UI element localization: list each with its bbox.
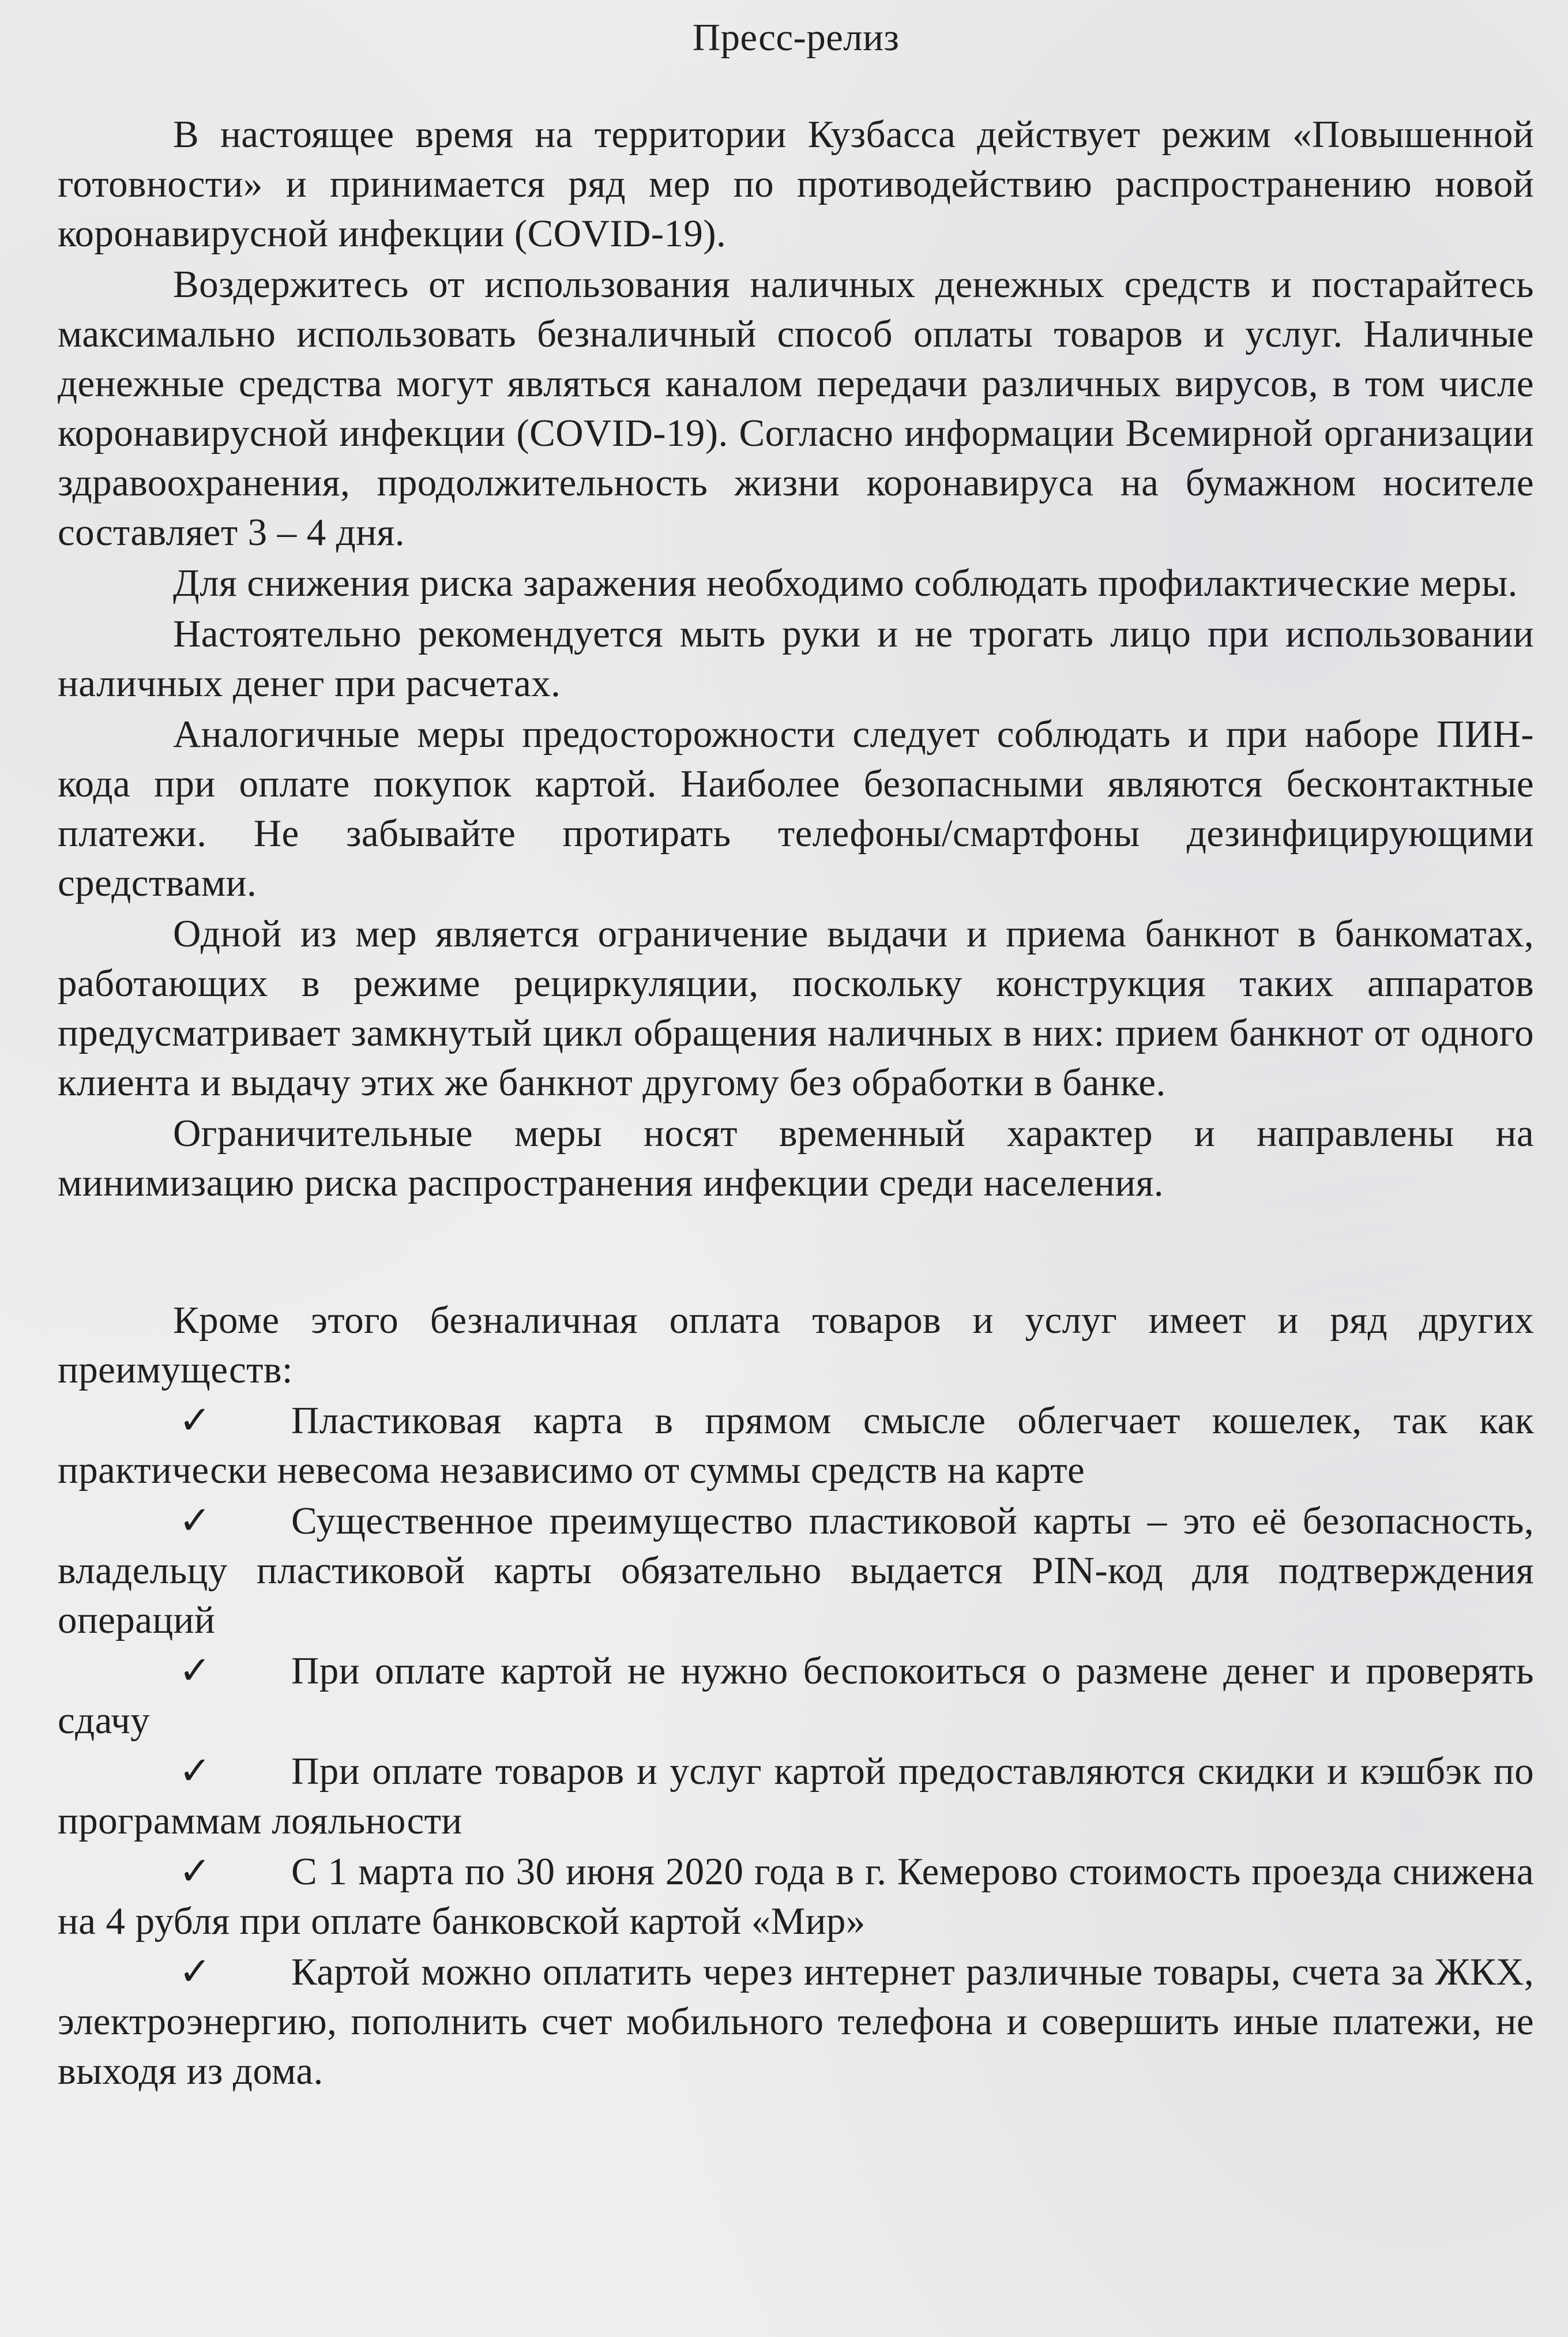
checkmark-icon: ✓: [179, 1850, 212, 1893]
benefit-item: [58, 1396, 1534, 1495]
benefit-text: При оплате картой не нужно беспокоиться о размене денег и проверять сдачу: [58, 1650, 1534, 1742]
benefit-text: Пластиковая карта в прямом смысле облегчает кошелек, так как практически невесома независимо от суммы средств на карте: [58, 1399, 1534, 1491]
paragraph-5: Аналогичные меры предосторожности следует соблюдать и при наборе ПИН-кода при оплате покупок картой. Наиболее безопасными являются бесконтактные платежи. Не забывайте протирать телефоны/смартфоны дезинфицирующими средствами.: [58, 713, 1534, 904]
section-gap: [58, 1209, 1534, 1295]
benefit-item: [58, 1746, 1534, 1846]
paragraph-3: Для снижения риска заражения необходимо соблюдать профилактические меры.: [173, 562, 1518, 604]
benefit-item: [58, 1496, 1534, 1645]
checkmark-icon: ✓: [179, 1951, 212, 1993]
checkmark-icon: ✓: [179, 1500, 212, 1542]
checkmark-icon: ✓: [179, 1399, 212, 1442]
benefits-intro: Кроме этого безналичная оплата товаров и услуг имеет и ряд других преимуществ:: [58, 1299, 1534, 1391]
benefit-text: Картой можно оплатить через интернет различные товары, счета за ЖКХ, электроэнергию, пополнить счет мобильного телефона и совершить иные платежи, не выходя из дома.: [58, 1951, 1534, 2092]
paragraph-6: Одной из мер является ограничение выдачи и приема банкнот в банкоматах, работающих в режиме рециркуляции, поскольку конструкция таких аппаратов предусматривает замкнутый цикл обращения наличных в них: прием банкнот от одного клиента и выдачу этих же банкнот другому без обработки в банке.: [58, 912, 1534, 1104]
checkmark-icon: ✓: [179, 1750, 212, 1793]
checkmark-icon: ✓: [179, 1650, 212, 1692]
paragraph-7: Ограничительные меры носят временный характер и направлены на минимизацию риска распространения инфекции среди населения.: [58, 1112, 1534, 1204]
benefit-text: С 1 марта по 30 июня 2020 года в г. Кемерово стоимость проезда снижена на 4 рубля при оплате банковской картой «Мир»: [58, 1850, 1534, 1943]
paragraph-2: Воздержитесь от использования наличных денежных средств и постарайтесь максимально использовать безналичный способ оплаты товаров и услуг. Наличные денежные средства могут являться каналом передачи различных вирусов, в том числе коронавирусной инфекции (COVID-19). Согласно информации Всемирной организации здравоохранения, продолжительность жизни коронавируса на бумажном носителе составляет 3 – 4 дня.: [58, 263, 1534, 554]
paragraph-4: Настоятельно рекомендуется мыть руки и не трогать лицо при использовании наличных денег при расчетах.: [58, 613, 1534, 705]
paragraph-1: В настоящее время на территории Кузбасса действует режим «Повышенной готовности» и принимается ряд мер по противодействию распространению новой коронавирусной инфекции (COVID-19).: [58, 113, 1534, 255]
document-body: [58, 13, 1534, 2097]
benefit-item: [58, 1847, 1534, 1946]
benefit-text: При оплате товаров и услуг картой предоставляются скидки и кэшбэк по программам лояльности: [58, 1750, 1534, 1842]
benefit-item: [58, 1646, 1534, 1745]
page-title: Пресс-релиз: [692, 16, 900, 59]
benefit-item: [58, 1947, 1534, 2096]
benefit-text: Существенное преимущество пластиковой карты – это её безопасность, владельцу пластиковой карты обязательно выдается PIN-код для подтверждения операций: [58, 1500, 1534, 1641]
